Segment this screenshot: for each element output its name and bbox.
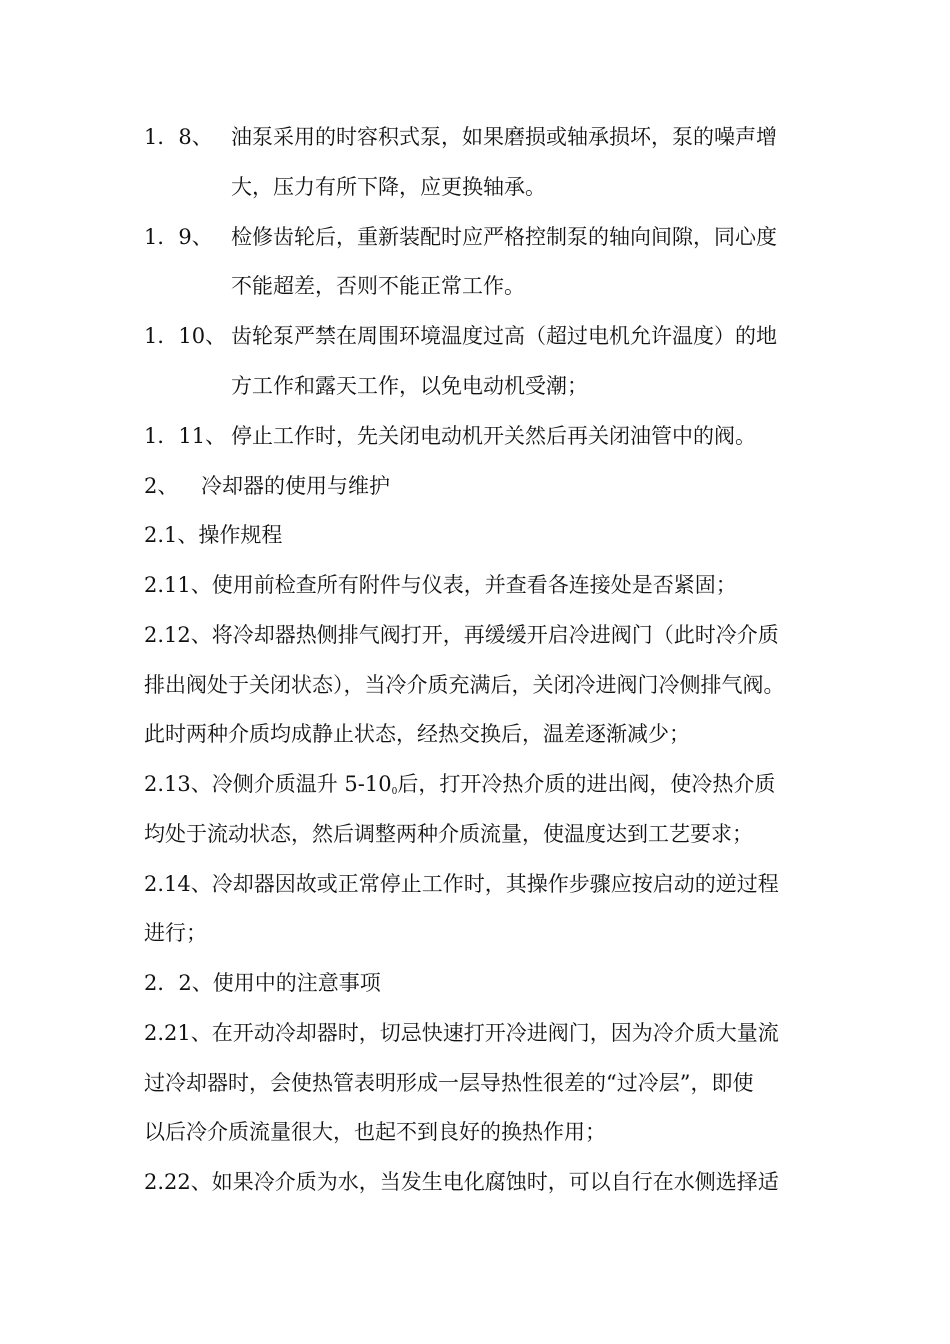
paragraph-line: 过冷却器时，会使热管表明形成一层导热性很差的“过冷层”，即使 (144, 1071, 754, 1095)
paragraph-line: 此时两种介质均成静止状态，经热交换后，温差逐渐减少； (144, 722, 690, 746)
item-text-line: 停止工作时，先关闭电动机开关然后再关闭油管中的阀。 (231, 424, 756, 448)
section-title: 冷却器的使用与维护 (201, 474, 390, 498)
text-segment: 2.13、冷侧介质温升 5-10 (144, 772, 392, 796)
paragraph-line: 2.12、将冷却器热侧排气阀打开，再缓缓开启冷进阀门（此时冷介质 (144, 623, 779, 647)
item-number: 1．9、 (144, 225, 213, 249)
subscript: 0 (391, 787, 398, 797)
paragraph-line: 2.22、如果冷介质为水，当发生电化腐蚀时，可以自行在水侧选择适 (144, 1170, 779, 1194)
paragraph-line: 进行； (144, 921, 207, 945)
item-number: 1．8、 (144, 125, 213, 149)
paragraph-line: 2.21、在开动冷却器时，切忌快速打开冷进阀门，因为冷介质大量流 (144, 1021, 779, 1045)
paragraph-line: 均处于流动状态，然后调整两种介质流量，使温度达到工艺要求； (144, 822, 753, 846)
item-number: 1．11、 (144, 424, 227, 448)
item-text-line: 大，压力有所下降，应更换轴承。 (231, 175, 546, 199)
item-text-line: 检修齿轮后，重新装配时应严格控制泵的轴向间隙，同心度 (231, 225, 777, 249)
item-number: 1．10、 (144, 324, 227, 348)
section-number: 2、 (144, 474, 179, 498)
item-text-line: 不能超差，否则不能正常工作。 (231, 274, 525, 298)
item-text-line: 齿轮泵严禁在周围环境温度过高（超过电机允许温度）的地 (231, 324, 777, 348)
subsection-heading: 2．2、使用中的注意事项 (144, 971, 381, 995)
paragraph-2-11: 2.11、使用前检查所有附件与仪表，并查看各连接处是否紧固； (144, 573, 737, 597)
item-text-line: 方工作和露天工作，以免电动机受潮； (231, 374, 588, 398)
text-segment: 后，打开冷热介质的进出阀，使冷热介质 (397, 772, 776, 796)
item-text-line: 油泵采用的时容积式泵，如果磨损或轴承损坏，泵的噪声增 (231, 125, 777, 149)
paragraph-line: 排出阀处于关闭状态），当冷介质充满后，关闭冷进阀门冷侧排气阀。 (144, 673, 785, 697)
paragraph-line: 2.14、冷却器因故或正常停止工作时，其操作步骤应按启动的逆过程 (144, 872, 779, 896)
subsection-heading: 2.1、操作规程 (144, 523, 283, 547)
paragraph-line: 以后冷介质流量很大，也起不到良好的换热作用； (144, 1120, 606, 1144)
paragraph-2-13-line (144, 769, 775, 807)
